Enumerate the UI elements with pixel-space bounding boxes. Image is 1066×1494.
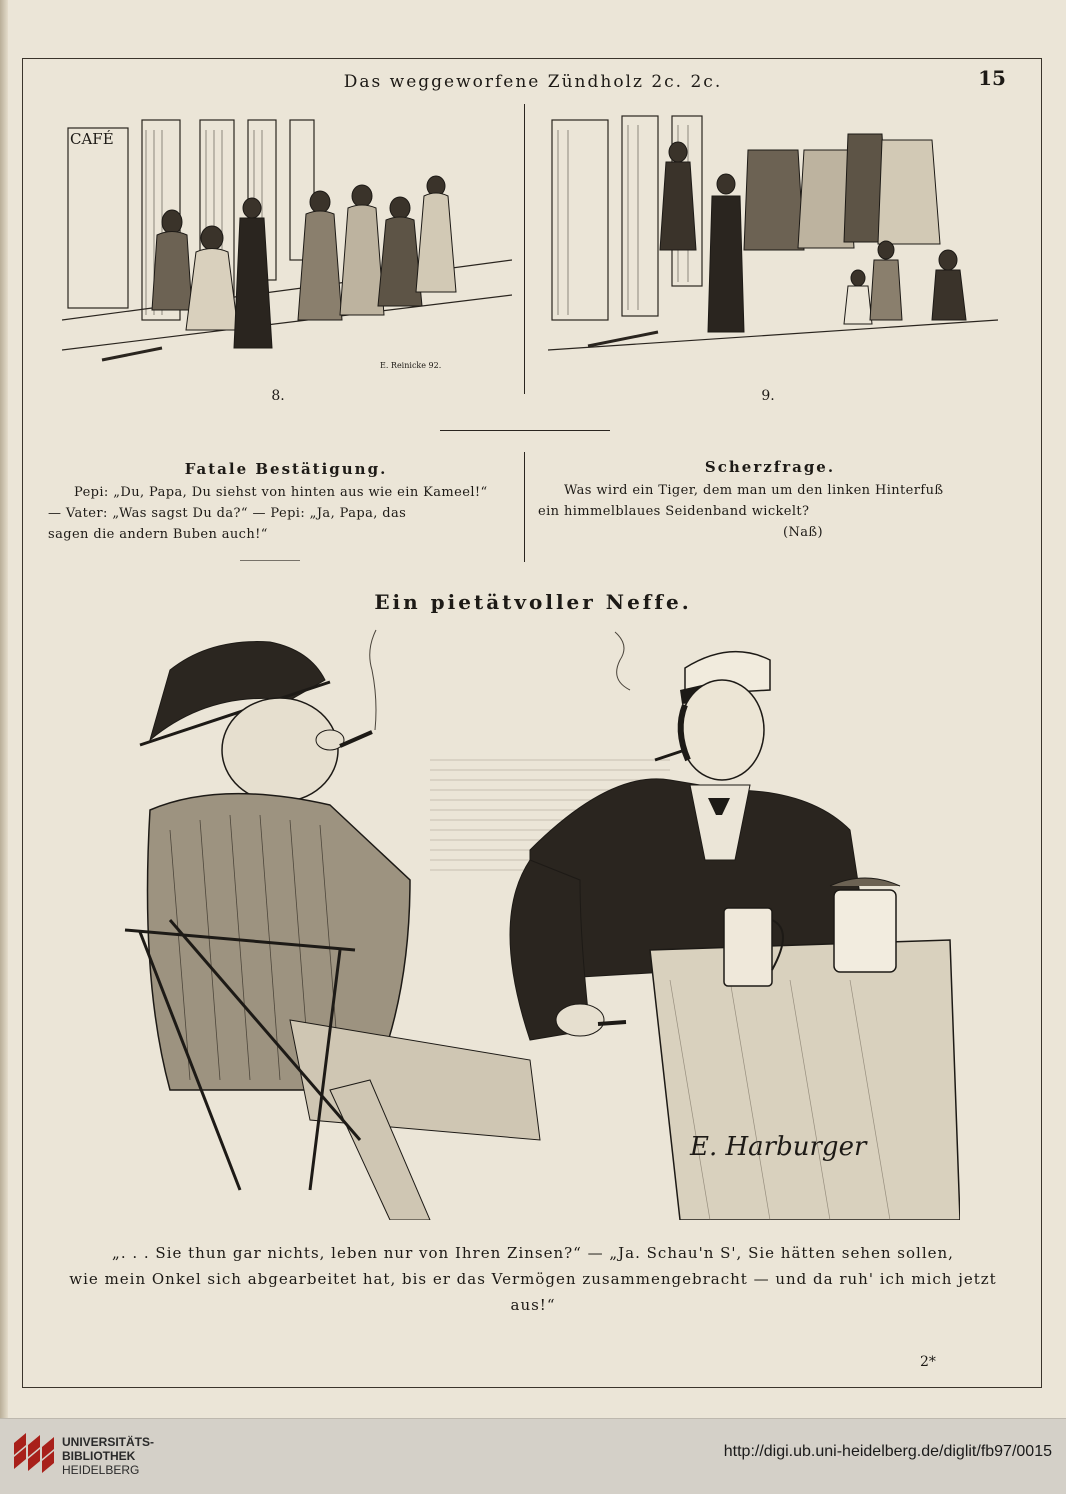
illustration-panel-9 [548,110,998,380]
joke-left-line: sagen die andern Buben auch!“ [48,527,268,542]
cartoon-illustration [110,620,960,1220]
joke-right-line: Was wird ein Tiger, dem man um den linken Hinterfuß [564,483,944,498]
artist-signature: E. Harburger [690,1132,867,1162]
library-name-line: UNIVERSITÄTS- [62,1435,155,1449]
sheet-signature-mark: 2* [920,1354,936,1370]
cartoon-caption-line: wie mein Onkel sich abgearbeitet hat, bis er das Vermögen zusammengebracht — und da ruh' ich mich jetzt aus!“ [69,1270,997,1314]
joke-left-line: — Vater: „Was sagst Du da?“ — Pepi: „Ja, Papa, das [48,506,407,521]
illustration-panel-8 [62,110,512,380]
section-divider [440,430,610,431]
joke-left-text [48,482,512,545]
library-logo-icon [14,1433,56,1479]
footer-bar [0,1418,1066,1494]
panel-divider [524,104,525,394]
joke-right-text [538,480,1008,543]
cartoon-caption [60,1240,1006,1318]
source-url-link[interactable]: http://digi.ub.uni-heidelberg.de/diglit/fb97/0015 [723,1443,1052,1460]
artist-mark: E. Reinicke 92. [380,361,442,370]
library-name [62,1435,154,1477]
joke-right-signature: (Naß) [783,525,823,540]
library-name-line: HEIDELBERG [62,1463,140,1477]
cafe-sign: CAFÉ [70,130,114,148]
joke-left-title: Fatale Bestätigung. [184,460,388,478]
joke-right-line: ein himmelblaues Seidenband wickelt? [538,504,810,519]
page-binding-edge [0,0,8,1418]
page-number: 15 [978,66,1006,90]
panel-8-caption: 8. [271,388,285,404]
joke-left-line: Pepi: „Du, Papa, Du siehst von hinten aus wie ein Kameel!“ [74,485,488,500]
cartoon-caption-line: „. . . Sie thun gar nichts, leben nur von Ihren Zinsen?“ — „Ja. Schau'n S', Sie hätten sehen sollen, [112,1244,954,1262]
running-title: Das weggeworfene Zündholz 2c. 2c. [343,72,723,92]
cartoon-title: Ein pietätvoller Neffe. [374,590,692,614]
library-name-line: BIBLIOTHEK [62,1449,136,1463]
joke-left-end-rule [240,560,300,561]
joke-divider [524,452,525,562]
joke-right-title: Scherzfrage. [704,458,836,476]
panel-9-caption: 9. [761,388,775,404]
